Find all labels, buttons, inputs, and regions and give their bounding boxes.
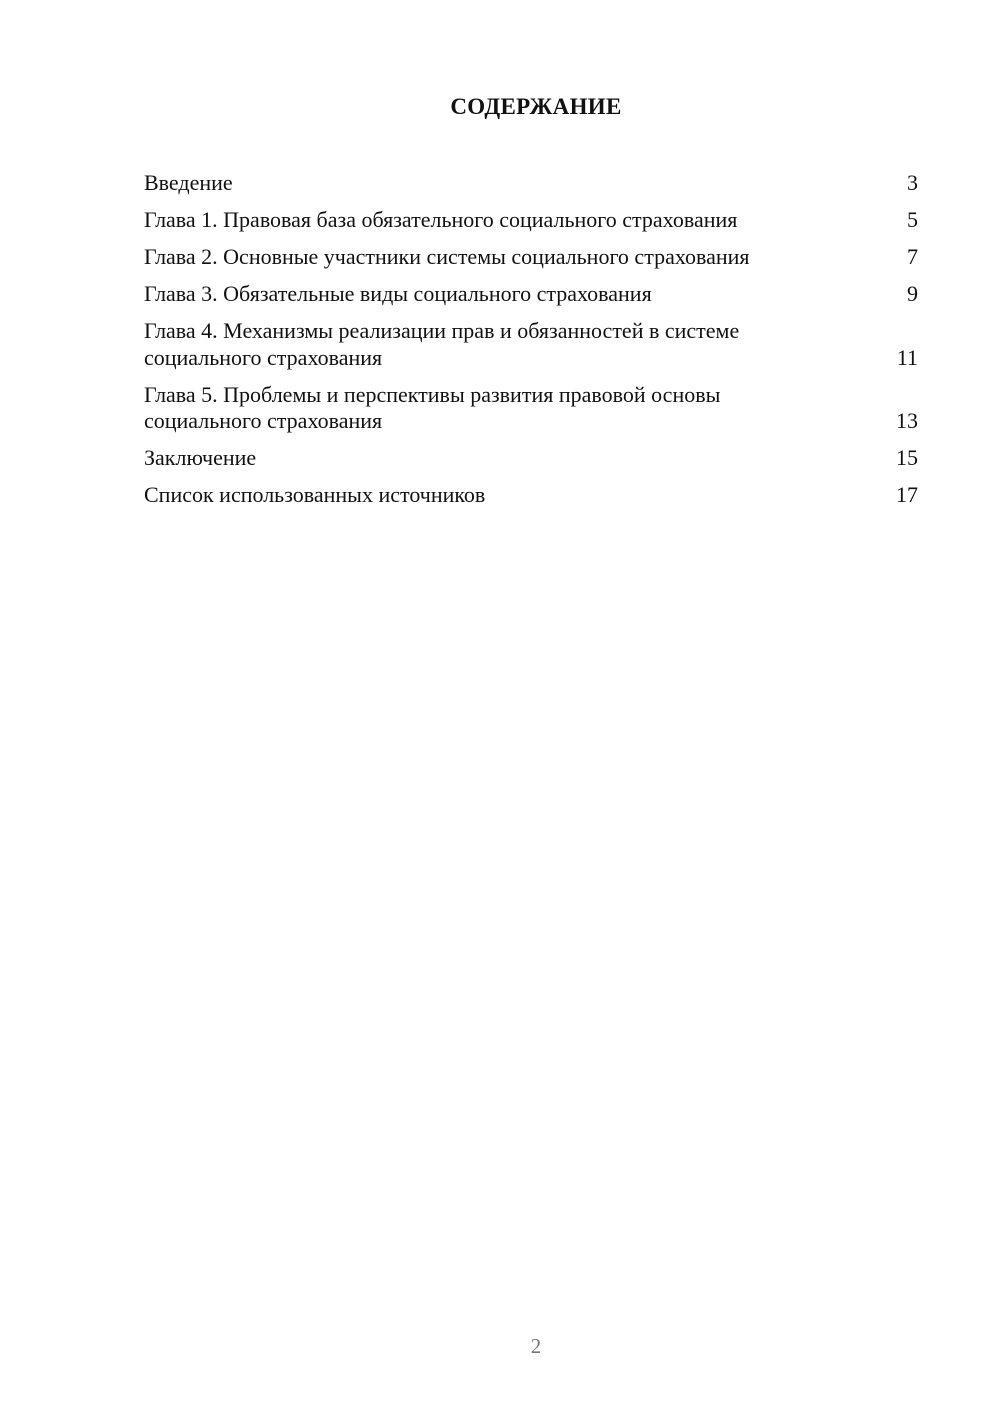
toc-entry-title: Заключение xyxy=(144,445,257,470)
toc-entry-introduction[interactable] xyxy=(144,170,918,197)
table-of-contents xyxy=(144,170,918,519)
toc-entry-chapter-3[interactable] xyxy=(144,281,918,308)
toc-entry-chapter-1[interactable] xyxy=(144,207,918,234)
toc-entry-conclusion[interactable] xyxy=(144,445,918,472)
page-number: 2 xyxy=(530,1334,542,1358)
toc-entry-page: 13 xyxy=(896,408,918,433)
toc-entry-chapter-5[interactable] xyxy=(144,382,918,435)
toc-entry-chapter-4[interactable] xyxy=(144,318,918,371)
toc-entry-page: 7 xyxy=(907,244,918,269)
toc-entry-title: Глава 3. Обязательные виды социального страхования xyxy=(144,281,652,306)
toc-entry-page: 9 xyxy=(907,281,918,306)
toc-entry-page: 3 xyxy=(907,170,918,195)
toc-entry-page: 5 xyxy=(907,207,918,232)
toc-entry-title: Глава 4. Механизмы реализации прав и обязанностей в системе социального страхования xyxy=(144,318,740,370)
page-title: СОДЕРЖАНИЕ xyxy=(450,94,622,119)
toc-entry-page: 17 xyxy=(896,482,918,507)
toc-entry-title: Глава 1. Правовая база обязательного социального страхования xyxy=(144,207,738,232)
toc-entry-title: Введение xyxy=(144,170,233,195)
toc-entry-title: Список использованных источников xyxy=(144,482,486,507)
toc-entry-references[interactable] xyxy=(144,482,918,509)
toc-entry-page: 15 xyxy=(896,445,918,470)
toc-entry-title: Глава 5. Проблемы и перспективы развития правовой основы социального страхования xyxy=(144,381,721,433)
toc-entry-title: Глава 2. Основные участники системы социального страхования xyxy=(144,244,750,269)
toc-entry-chapter-2[interactable] xyxy=(144,244,918,271)
toc-entry-page: 11 xyxy=(896,344,918,370)
